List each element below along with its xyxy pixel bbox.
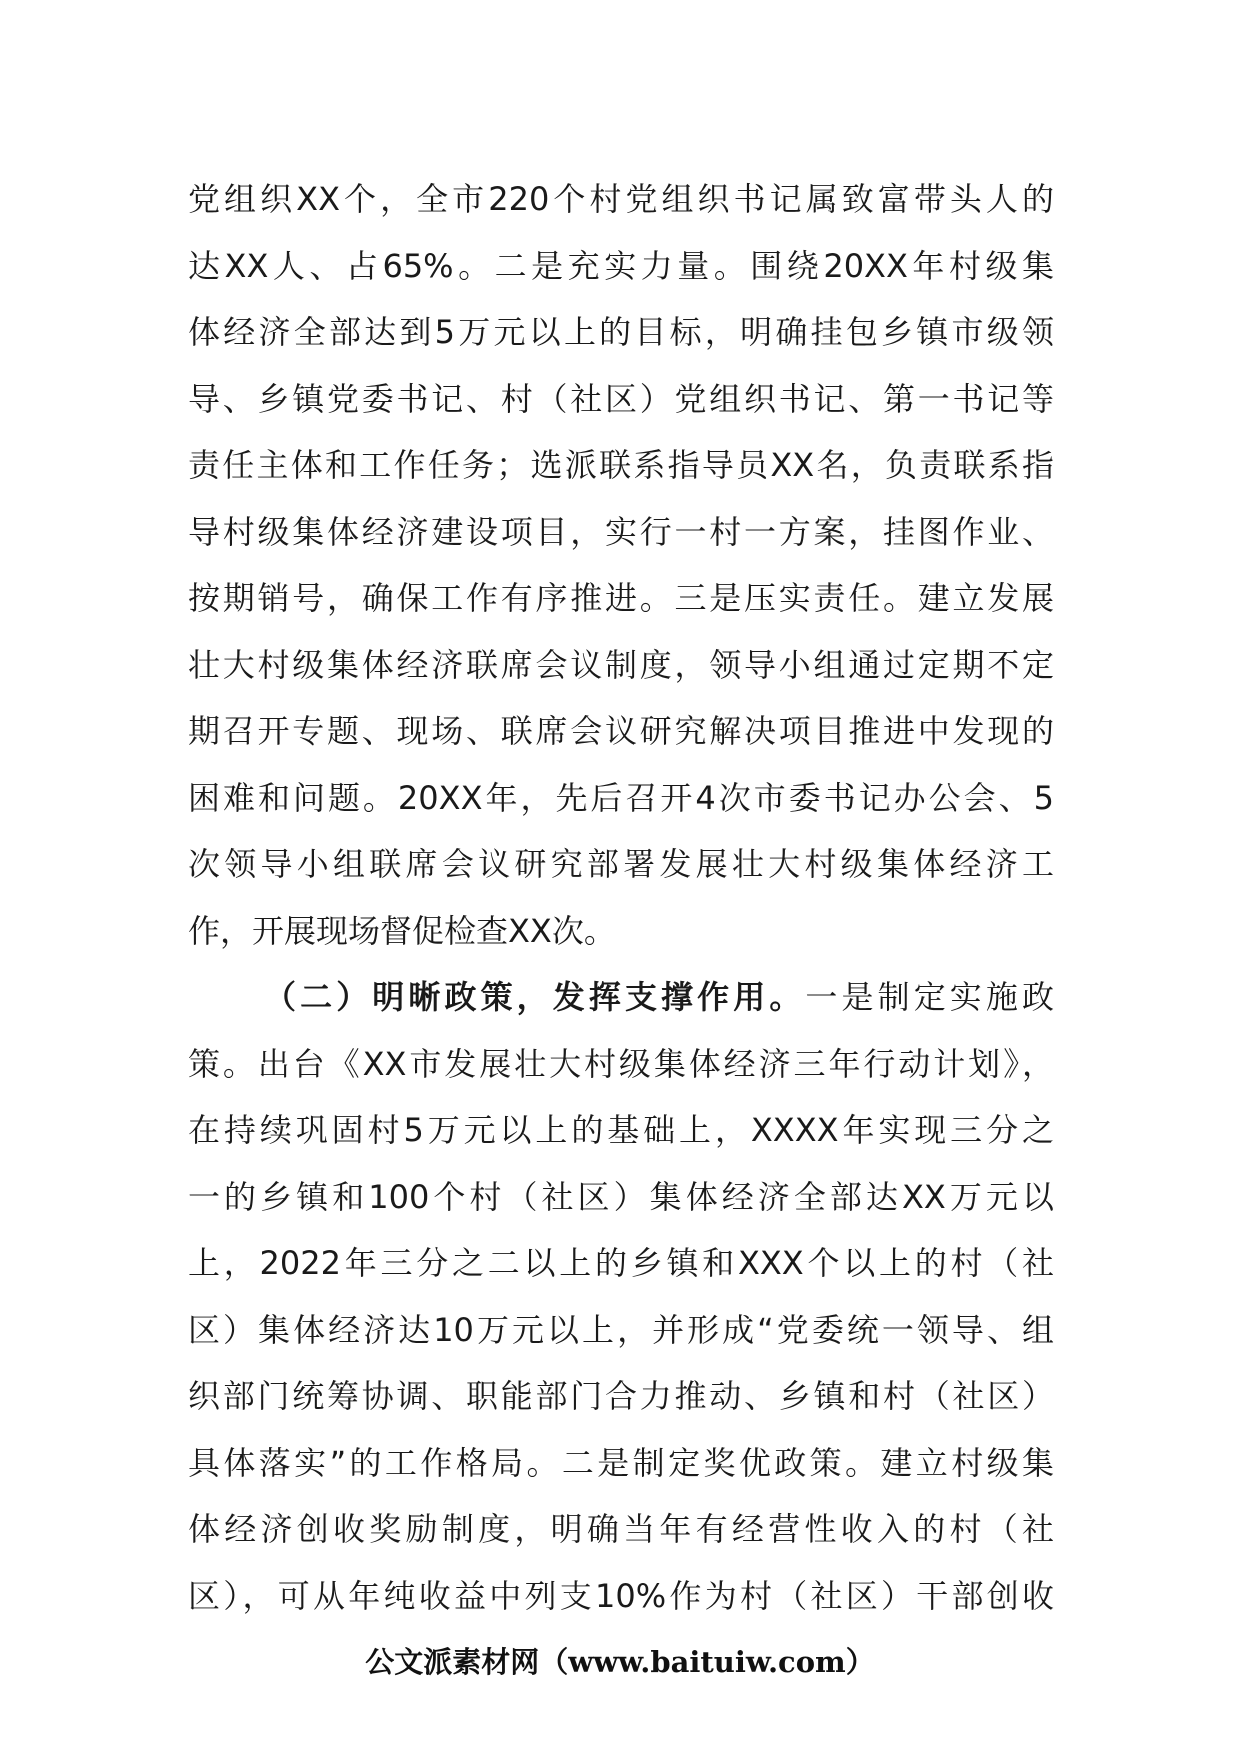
text-line: 导村级集体经济建设项目，实行一村一方案，挂图作业、 xyxy=(188,512,1054,551)
text-line: 上，2022年三分之二以上的乡镇和XXX个以上的村（社 xyxy=(188,1244,1054,1282)
text-line: 策。出台《XX市发展壮大村级集体经济三年行动计划》， xyxy=(188,1044,1054,1083)
text-line: 区）集体经济达10万元以上，并形成“党委统一领导、组 xyxy=(188,1310,1054,1349)
section-heading-continuation: 一是制定实施政 xyxy=(805,978,1054,1016)
text-line: 在持续巩固村5万元以上的基础上，XXXX年实现三分之 xyxy=(188,1111,1054,1149)
footer-source: 公文派素材网（www.baituiw.com） xyxy=(365,1645,875,1679)
text-line: 作，开展现场督促检查XX次。 xyxy=(188,911,616,950)
text-line: 党组织XX个，全市220个村党组织书记属致富带头人的 xyxy=(188,180,1054,218)
text-line: 困难和问题。20XX年，先后召开4次市委书记办公会、5 xyxy=(188,778,1054,817)
text-line: 导、乡镇党委书记、村（社区）党组织书记、第一书记等 xyxy=(188,379,1054,418)
text-line: 壮大村级集体经济联席会议制度，领导小组通过定期不定 xyxy=(188,645,1054,684)
section-heading: （二）明晰政策，发挥支撑作用。 xyxy=(264,978,806,1016)
text-line: 次领导小组联席会议研究部署发展壮大村级集体经济工 xyxy=(188,845,1054,883)
text-line: 体经济创收奖励制度，明确当年有经营性收入的村（社 xyxy=(188,1510,1054,1548)
text-line: 一的乡镇和100个村（社区）集体经济全部达XX万元以 xyxy=(188,1177,1054,1216)
text-line: 期召开专题、现场、联席会议研究解决项目推进中发现的 xyxy=(188,712,1054,750)
section-heading-line xyxy=(188,964,1054,1031)
text-line: 具体落实”的工作格局。二是制定奖优政策。建立村级集 xyxy=(188,1443,1054,1482)
text-line: 织部门统筹协调、职能部门合力推动、乡镇和村（社区） xyxy=(188,1377,1054,1415)
text-line: 达XX人、占65%。二是充实力量。围绕20XX年村级集 xyxy=(188,246,1054,285)
text-line: 按期销号，确保工作有序推进。三是压实责任。建立发展 xyxy=(188,579,1054,617)
text-line: 责任主体和工作任务；选派联系指导员XX名，负责联系指 xyxy=(188,446,1054,484)
document-body xyxy=(188,166,1054,1629)
text-line: 区），可从年纯收益中列支10%作为村（社区）干部创收 xyxy=(188,1576,1054,1615)
text-line: 体经济全部达到5万元以上的目标，明确挂包乡镇市级领 xyxy=(188,313,1054,351)
